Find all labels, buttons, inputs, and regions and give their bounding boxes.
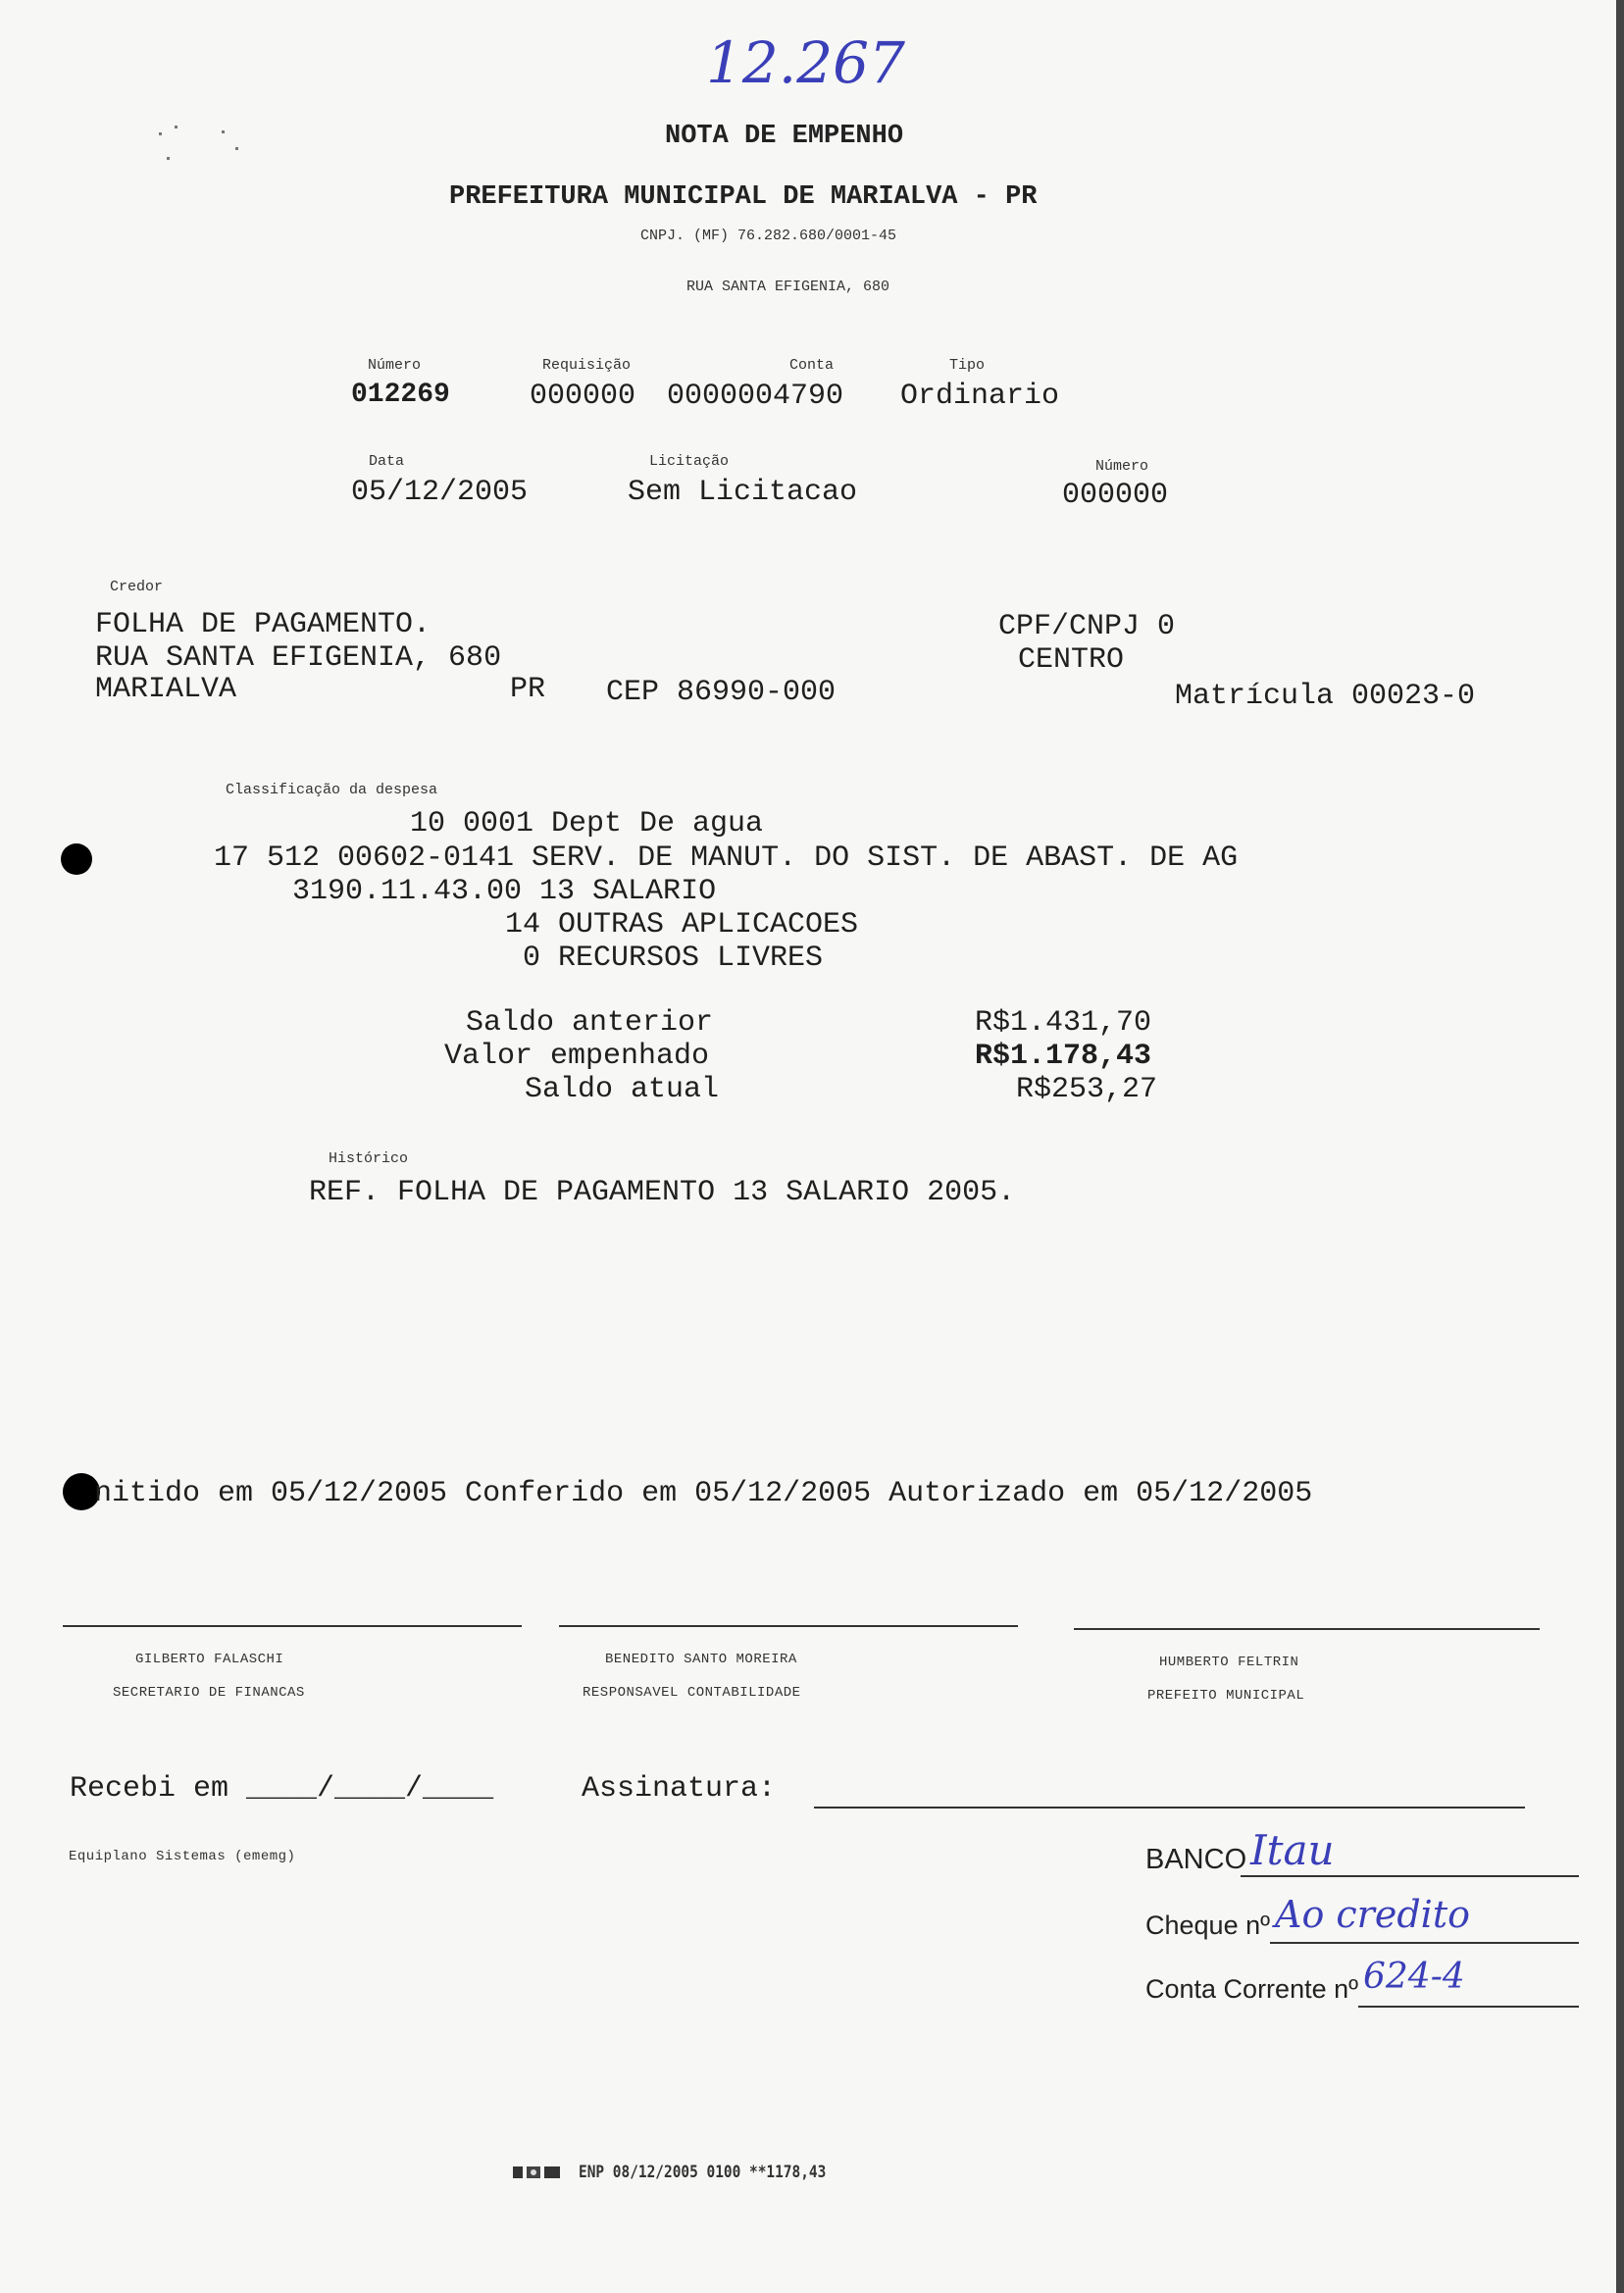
- banco-line: [1241, 1875, 1579, 1877]
- cheque-value: Ao credito: [1275, 1893, 1470, 1936]
- machine-stamp: ENP 08/12/2005 0100 **1178,43: [579, 2163, 827, 2182]
- scan-edge: [1616, 0, 1624, 2293]
- credor-cpf-cnpj: CPF/CNPJ 0: [998, 610, 1176, 643]
- requisicao-label: Requisição: [542, 357, 632, 374]
- conta-corrente-line: [1358, 2006, 1579, 2008]
- conta-label: Conta: [789, 357, 835, 374]
- credor-city: MARIALVA: [95, 673, 237, 706]
- classificacao-line: 10 0001 Dept De agua: [410, 807, 764, 841]
- credor-state: PR: [510, 673, 546, 706]
- cheque-line: [1270, 1942, 1579, 1944]
- cheque-label: Cheque nº: [1145, 1911, 1270, 1940]
- assinatura-label: Assinatura:: [582, 1772, 777, 1806]
- saldo-atual-label: Saldo atual: [525, 1073, 720, 1106]
- signer-name: GILBERTO FALASCHI: [135, 1652, 284, 1667]
- tipo-label: Tipo: [949, 357, 986, 374]
- recebi-em: Recebi em ____/____/____: [70, 1772, 494, 1806]
- credor-cep: CEP 86990-000: [606, 676, 837, 709]
- signer-role: SECRETARIO DE FINANCAS: [113, 1685, 305, 1701]
- licitacao-numero-value: 000000: [1062, 479, 1169, 512]
- requisicao-value: 000000: [530, 380, 636, 413]
- issuer-address: RUA SANTA EFIGENIA, 680: [686, 279, 890, 295]
- issuer-cnpj: CNPJ. (MF) 76.282.680/0001-45: [640, 228, 897, 244]
- document-title: NOTA DE EMPENHO: [665, 122, 904, 151]
- handwritten-number: 12.267: [706, 29, 905, 96]
- binder-hole-top: [61, 843, 92, 875]
- issuer-name: PREFEITURA MUNICIPAL DE MARIALVA - PR: [449, 182, 1038, 212]
- credor-matricula: Matrícula 00023-0: [1175, 680, 1476, 713]
- classificacao-line: 17 512 00602-0141 SERV. DE MANUT. DO SIST. DE ABAST. DE AG: [214, 841, 1239, 875]
- licitacao-label: Licitação: [649, 453, 730, 470]
- licitacao-numero-label: Número: [1095, 458, 1149, 475]
- credor-address: RUA SANTA EFIGENIA, 680: [95, 641, 502, 675]
- valor-empenhado-value: R$1.178,43: [975, 1040, 1152, 1073]
- saldo-atual-value: R$253,27: [1016, 1073, 1158, 1106]
- conta-corrente-label: Conta Corrente nº: [1145, 1974, 1358, 2004]
- conta-value: 0000004790: [667, 380, 844, 413]
- data-label: Data: [369, 453, 405, 470]
- assinatura-line: [814, 1807, 1525, 1809]
- classificacao-line: 0 RECURSOS LIVRES: [523, 942, 824, 975]
- signer-name: BENEDITO SANTO MOREIRA: [605, 1652, 797, 1667]
- bank-logo-icon: [513, 2165, 562, 2180]
- signer-role: PREFEITO MUNICIPAL: [1147, 1688, 1305, 1704]
- historico-text: REF. FOLHA DE PAGAMENTO 13 SALARIO 2005.: [309, 1176, 1016, 1209]
- data-value: 05/12/2005: [351, 476, 529, 509]
- signature-line: [1074, 1628, 1540, 1630]
- classificacao-label: Classificação da despesa: [226, 782, 438, 798]
- signature-line: [559, 1625, 1018, 1627]
- credor-label: Credor: [110, 579, 164, 595]
- numero-value: 012269: [351, 380, 450, 410]
- banco-label: BANCO: [1145, 1844, 1247, 1875]
- signature-line: [63, 1625, 522, 1627]
- conta-corrente-value: 624-4: [1363, 1957, 1465, 1997]
- classificacao-line: 14 OUTRAS APLICACOES: [505, 908, 859, 942]
- historico-label: Histórico: [329, 1150, 409, 1167]
- emission-dates: nitido em 05/12/2005 Conferido em 05/12/2005 Autorizado em 05/12/2005: [94, 1477, 1313, 1510]
- signer-name: HUMBERTO FELTRIN: [1159, 1655, 1299, 1670]
- banco-value: Itau: [1250, 1826, 1335, 1874]
- licitacao-value: Sem Licitacao: [628, 476, 858, 509]
- tipo-value: Ordinario: [900, 380, 1060, 413]
- credor-bairro: CENTRO: [1018, 643, 1125, 677]
- signer-role: RESPONSAVEL CONTABILIDADE: [583, 1685, 801, 1701]
- saldo-anterior-label: Saldo anterior: [466, 1006, 714, 1040]
- numero-label: Número: [368, 357, 422, 374]
- valor-empenhado-label: Valor empenhado: [444, 1040, 710, 1073]
- classificacao-line: 3190.11.43.00 13 SALARIO: [292, 875, 717, 908]
- credor-name: FOLHA DE PAGAMENTO.: [95, 608, 431, 641]
- saldo-anterior-value: R$1.431,70: [975, 1006, 1152, 1040]
- software-footer: Equiplano Sistemas (ememg): [69, 1849, 296, 1864]
